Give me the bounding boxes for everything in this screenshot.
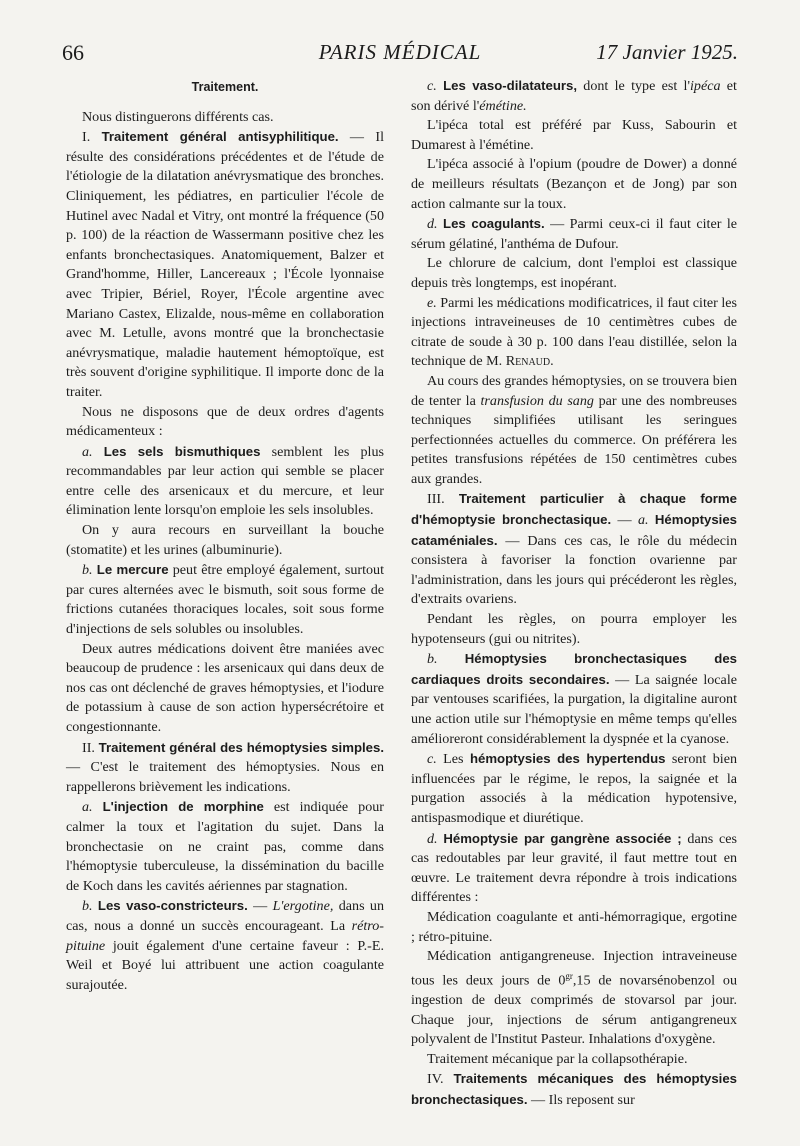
section-heading: Traitements mécaniques des hémoptysies bronchectasiques. — [411, 1071, 737, 1107]
paragraph: c. Les vaso-dilatateurs, dont le type est l'ipéca et son dérivé l'émétine. — [411, 78, 737, 114]
paragraph: Pendant les règles, on pourra employer les hypotenseurs (gui ou nitrites). — [411, 611, 737, 647]
paragraph: Nous distinguerons différents cas. — [82, 108, 274, 125]
paragraph: d. Hémoptysie par gangrène associée ; dans ces cas redoutables par leur gravité, il faut mettre tout en œuvre. Le traitement devra répondre à trois indications différentes : — [411, 830, 738, 906]
section-heading: Traitement particulier à chaque forme d'hémoptysie bronchectasique. — [411, 491, 737, 528]
paragraph: Deux autres médications doivent être maniées avec beaucoup de prudence : les arsenicaux qui dans deux de nos cas ont déclenché de graves hémoptysies, et l'iodure de potassium à cause de son action hypersécrétoire et congestionnante. — [66, 640, 384, 735]
paragraph: a. Les sels bismuthiques semblent les plus recommandables par leur action qui semble se placer entre celle des arsenicaux et du mercure, et leur élimination lente lorsqu'on emploie les sels insolubles. — [66, 443, 385, 519]
paragraph: e. Parmi les médications modificatrices, il faut citer les injections intraveineuses de 10 centimètres cubes de citrate de soude à 30 p. 100 dans l'eau distillée, selon la technique de M. Renaud. — [411, 294, 737, 370]
paragraph: a. L'injection de morphine est indiquée pour calmer la toux et l'agitation du sujet. Dans la bronchectasie on ne craint pas, comme dans l'hémoptysie tuberculeuse, la dissémination du bacille de Koch dans les cavités aériennes par stagnation. — [66, 799, 384, 894]
paragraph: Traitement mécanique par la collapsothérapie. — [427, 1050, 688, 1067]
paragraph: III. Traitement particulier à chaque forme d'hémoptysie bronchectasique. — a. Hémoptysies cataméniales. — Dans ces cas, le rôle du médecin consistera à favoriser la fonction ovarienne par l'administration, dans les jours qui précéderont les règles, d'extraits ovariens. — [411, 491, 737, 608]
paragraph: Médication coagulante et anti-hémorragique, ergotine ; rétro-pituine. — [411, 908, 737, 945]
subheading: L'injection de morphine — [102, 799, 264, 815]
subheading: Les sels bismuthiques — [103, 443, 261, 459]
paragraph: II. Traitement général des hémoptysies simples. — C'est le traitement des hémoptysies. Nous en rappellerons brièvement les indications. — [66, 739, 384, 795]
paragraph: I. Traitement général antisyphilitique. — Il résulte des considérations précédentes et de l'étude de l'étiologie de la dilatation anévrysmatique des bronches. Cliniquement, les pédiatres, en particulier l'école de Hutinel avec Nadal et Vitry, ont montré la fréquence (50 p. 100) de la réaction de Wassermann positive chez les enfants bronchectasiques. Anatomiquement, Balzer et Grand'homme, Hiller, Lancereaux ; l'École lyonnaise avec Tripier, Bériel, Royer, l'École argentine avec Mariano Castex, Elizalde, nous-même en collaboration avec M. Letulle, avons montré que la bronchectasie anévrysmatique, maladie hautement hémoptoïque, est très souvent d'origine syphilitique. Il importe donc de la traiter. — [66, 129, 384, 400]
subheading: Hémoptysie par gangrène associée ; — [443, 830, 682, 846]
subheading: Les coagulants. — [443, 216, 545, 232]
paragraph: b. Les vaso-constricteurs. — L'ergotine, dans un cas, nous a donné un succès encourageant. La rétro-pituine jouit également d'une certaine faveur : P.-E. Weil et Boyé lui attribuent une action coagulante surajoutée. — [66, 898, 384, 993]
section-heading: Traitement général antisyphilitique. — [101, 129, 339, 145]
subheading: Les vaso-constricteurs. — [97, 898, 248, 914]
left-column — [66, 76, 384, 995]
paragraph: Le chlorure de calcium, dont l'emploi est classique depuis très longtemps, est inopérant. — [411, 255, 737, 291]
paragraph: On y aura recours en surveillant la bouche (stomatite) et les urines (albuminurie). — [66, 522, 384, 558]
page-number: 66 — [62, 40, 84, 65]
paragraph: c. Les hémoptysies des hypertendus seront bien influencées par le régime, le repos, la saignée et la purgation associés à la médication hypotensive, antispasmodique et diurétique. — [411, 751, 737, 826]
paragraph: b. Hémoptysies bronchectasiques des cardiaques droits secondaires. — La saignée locale par ventouses scarifiées, la purgation, la digitaline auront une action utile sur l'hémoptysie en même temps qu'elles amélioreront considérablement la dyspnée et la cyanose. — [411, 651, 737, 747]
paragraph: d. Les coagulants. — Parmi ceux-ci il faut citer le sérum gélatiné, l'anthéma de Dufour. — [411, 216, 738, 252]
subheading: Hémoptysies cataméniales. — [411, 512, 737, 548]
subheading: Les vaso-dilatateurs, — [443, 78, 578, 93]
paragraph: b. Le mercure peut être employé également, surtout par cures alternées avec le bismuth, soit sous forme de frictions cutanées thoraciques locales, soit sous forme d'injections de sels solubles ou insolubles. — [66, 562, 385, 638]
paragraph: L'ipéca associé à l'opium (poudre de Dower) a donné de meilleurs résultats (Bezançon et de Jong) par son action calmante sur la toux. — [411, 156, 737, 212]
section-title: Traitement. — [191, 80, 259, 94]
subheading: hémoptysies des hypertendus — [469, 751, 666, 767]
paragraph: L'ipéca total est préféré par Kuss, Sabourin et Dumarest à l'émétine. — [411, 117, 737, 153]
paragraph: Nous ne disposons que de deux ordres d'agents médicamenteux : — [66, 403, 384, 440]
paragraph: IV. Traitements mécaniques des hémoptysies bronchectasiques. — Ils reposent sur — [411, 1071, 737, 1108]
paragraph: Médication antigangreneuse. Injection intraveineuse tous les deux jours de $0^{gr},15$ de novarsénobenzol ou ingestion de deux comprimés de stovarsol par jour. Chaque jour, injections de sérum antigangreneux polyvalent de l'Institut Pasteur. Inhalations d'oxygène. — [411, 948, 738, 1048]
issue-date: 17 Janvier 1925. — [596, 40, 738, 64]
journal-title: PARIS MÉDICAL — [318, 40, 482, 64]
subheading: Le mercure — [96, 562, 169, 578]
section-heading: Traitement général des hémoptysies simples. — [98, 739, 384, 755]
subheading: Hémoptysies bronchectasiques des cardiaques droits secondaires. — [411, 651, 737, 687]
paragraph: Au cours des grandes hémoptysies, on se trouvera bien de tenter la transfusion du sang par une des nombreuses techniques simplifiées utilisant les seringues perfectionnées actuelles du commerce. On préférera les petites transfusions répétées de 150 centimètres cubes aux grandes. — [411, 372, 737, 487]
page-header — [62, 40, 738, 70]
right-column — [411, 76, 737, 1111]
